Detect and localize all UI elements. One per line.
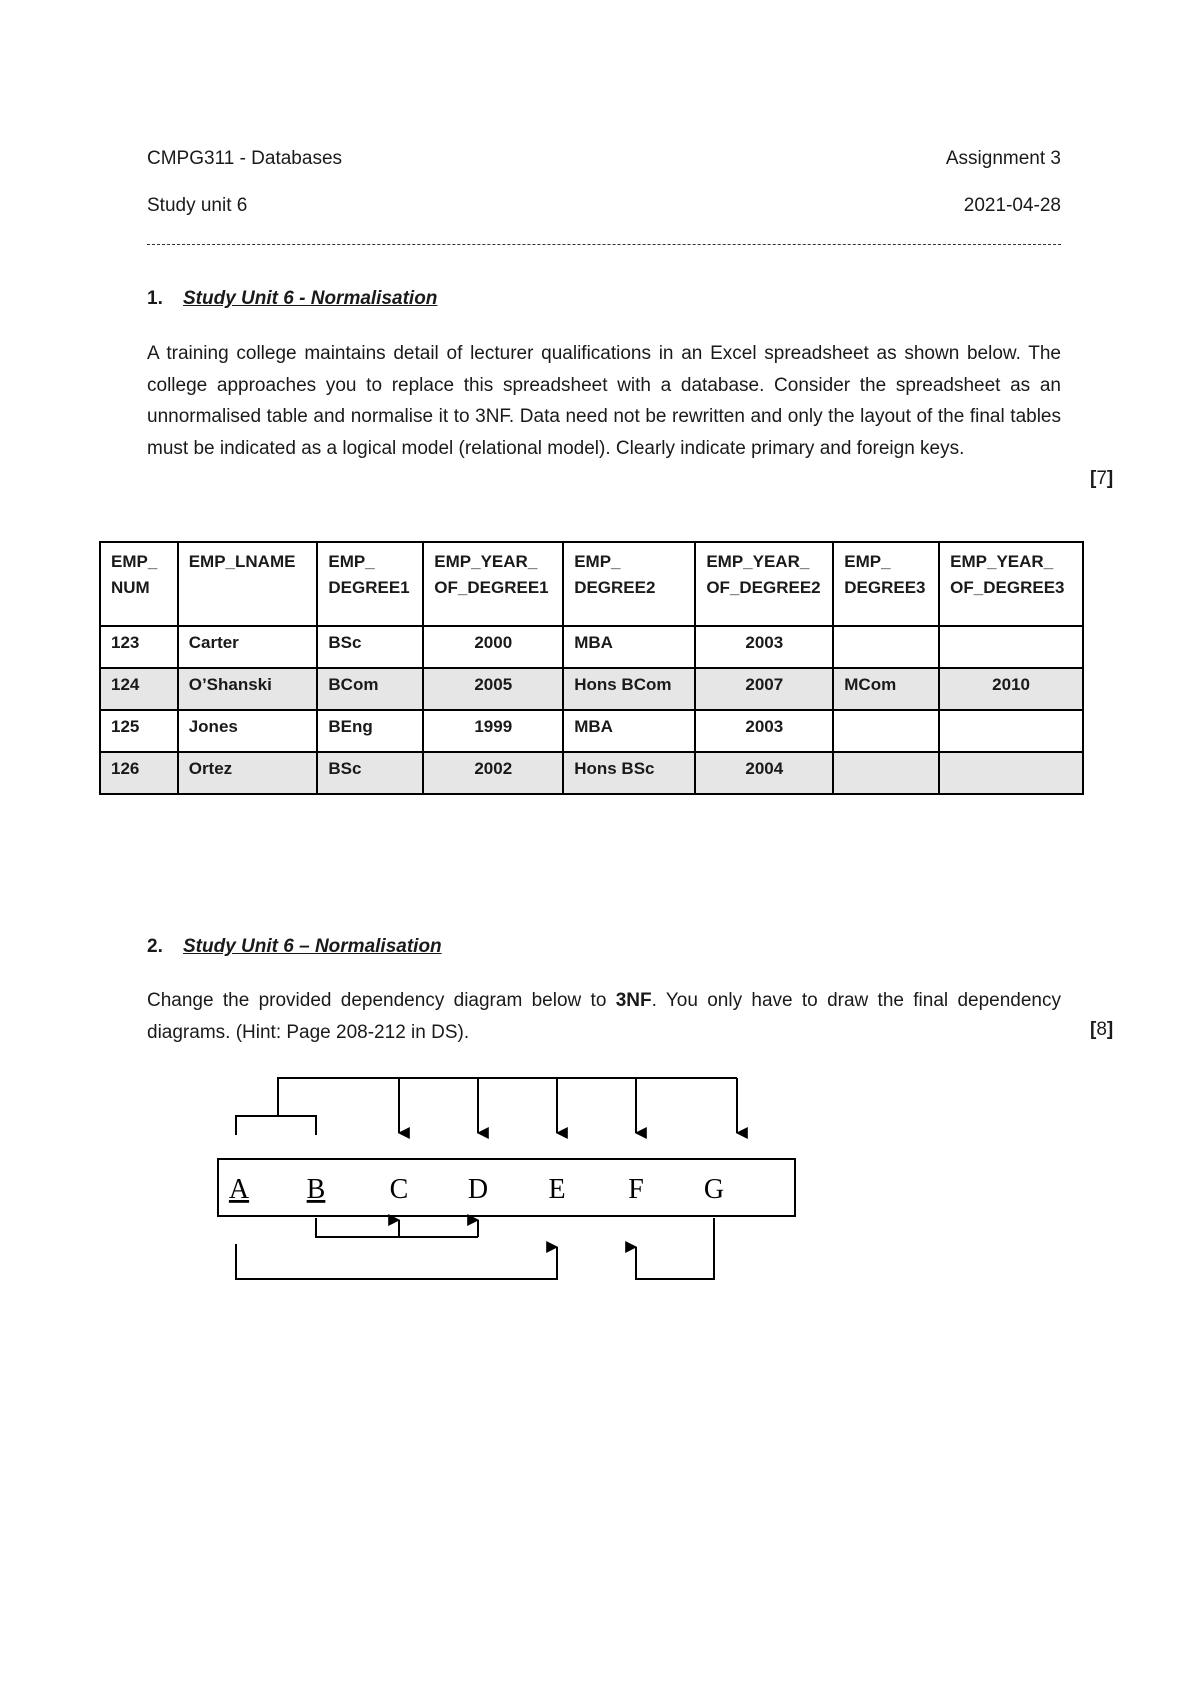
table-cell: 2007 <box>695 668 833 710</box>
column-header-line: EMP_ <box>844 552 891 571</box>
table-cell: Ortez <box>178 752 318 794</box>
table-cell: 123 <box>100 626 178 668</box>
table-cell: MBA <box>563 626 695 668</box>
attribute-e: E <box>548 1174 566 1205</box>
question-1-text: A training college maintains detail of lecturer qualifications in an Excel spreadsheet as shown below. The college approaches you to replace this spreadsheet with a database. Consider the spreadsheet as an unnormalised table and normalise it to 3NF. Data need not be rewritten and only the layout of the final tables must be indicated as a logical model (relational model). Clearly indicate primary and foreign keys. <box>147 343 1061 459</box>
question-1-title: Study Unit 6 - Normalisation <box>183 288 438 309</box>
table-cell: 2010 <box>939 668 1083 710</box>
arrow-g-to-f <box>636 1218 714 1279</box>
column-header-line: EMP_ <box>111 552 158 571</box>
column-header-line: DEGREE1 <box>328 578 410 597</box>
column-header-line: EMP_LNAME <box>188 552 296 571</box>
attribute-c: C <box>389 1174 409 1205</box>
key-bracket-ab <box>236 1116 316 1135</box>
question-2-number: 2. <box>147 936 163 957</box>
table-cell: 2000 <box>423 626 563 668</box>
column-header-line: OF_DEGREE2 <box>706 578 821 597</box>
study-unit: Study unit 6 <box>147 195 248 216</box>
table-cell: 125 <box>100 710 178 752</box>
column-header-line: DEGREE3 <box>844 578 926 597</box>
attribute-f: F <box>628 1174 644 1205</box>
assignment-title: Assignment 3 <box>945 148 1061 169</box>
question-2-text: Change the provided dependency diagram below to 3NF. You only have to draw the final dependency diagrams. (Hint: Page 208-212 in DS). <box>147 990 1061 1043</box>
arrow-a-to-e <box>236 1244 557 1279</box>
full-dependency-line <box>278 1078 737 1116</box>
table-cell: Jones <box>178 710 318 752</box>
table-cell: BEng <box>317 710 423 752</box>
question-1-number: 1. <box>147 288 163 309</box>
column-header-line: EMP_ <box>574 552 621 571</box>
table-cell: Carter <box>178 626 318 668</box>
table-cell: MCom <box>833 668 939 710</box>
partial-dependency-line <box>316 1218 478 1237</box>
column-header-line: EMP_YEAR_ <box>706 552 810 571</box>
table-cell: O’Shanski <box>178 668 318 710</box>
table-cell: 124 <box>100 668 178 710</box>
column-header-line: DEGREE2 <box>574 578 656 597</box>
column-header-line: EMP_ <box>328 552 375 571</box>
table-cell: Hons BSc <box>563 752 695 794</box>
column-header-line: OF_DEGREE3 <box>950 578 1065 597</box>
table-cell: 2003 <box>695 710 833 752</box>
table-cell: 2003 <box>695 626 833 668</box>
column-header-line: EMP_YEAR_ <box>434 552 538 571</box>
table-cell: MBA <box>563 710 695 752</box>
table-cell: 126 <box>100 752 178 794</box>
table-cell: 1999 <box>423 710 563 752</box>
attribute-d: D <box>467 1174 489 1205</box>
course-title: CMPG311 - Databases <box>147 148 343 169</box>
column-header-line: OF_DEGREE1 <box>434 578 549 597</box>
table-cell: 2004 <box>695 752 833 794</box>
question-1-marks: [7] <box>1090 468 1114 489</box>
table-cell: 2005 <box>423 668 563 710</box>
column-header-line: EMP_YEAR_ <box>950 552 1054 571</box>
date: 2021-04-28 <box>963 195 1061 216</box>
question-2-title: Study Unit 6 – Normalisation <box>183 936 442 957</box>
table-cell: BCom <box>317 668 423 710</box>
attribute-g: G <box>703 1174 725 1205</box>
table-cell: 2002 <box>423 752 563 794</box>
question-2-marks: [8] <box>1090 1019 1114 1040</box>
column-header-line: NUM <box>111 578 150 597</box>
attribute-b: B <box>306 1174 326 1205</box>
table-cell: BSc <box>317 752 423 794</box>
table-cell: Hons BCom <box>563 668 695 710</box>
table-cell: BSc <box>317 626 423 668</box>
attribute-a: A <box>228 1174 250 1205</box>
